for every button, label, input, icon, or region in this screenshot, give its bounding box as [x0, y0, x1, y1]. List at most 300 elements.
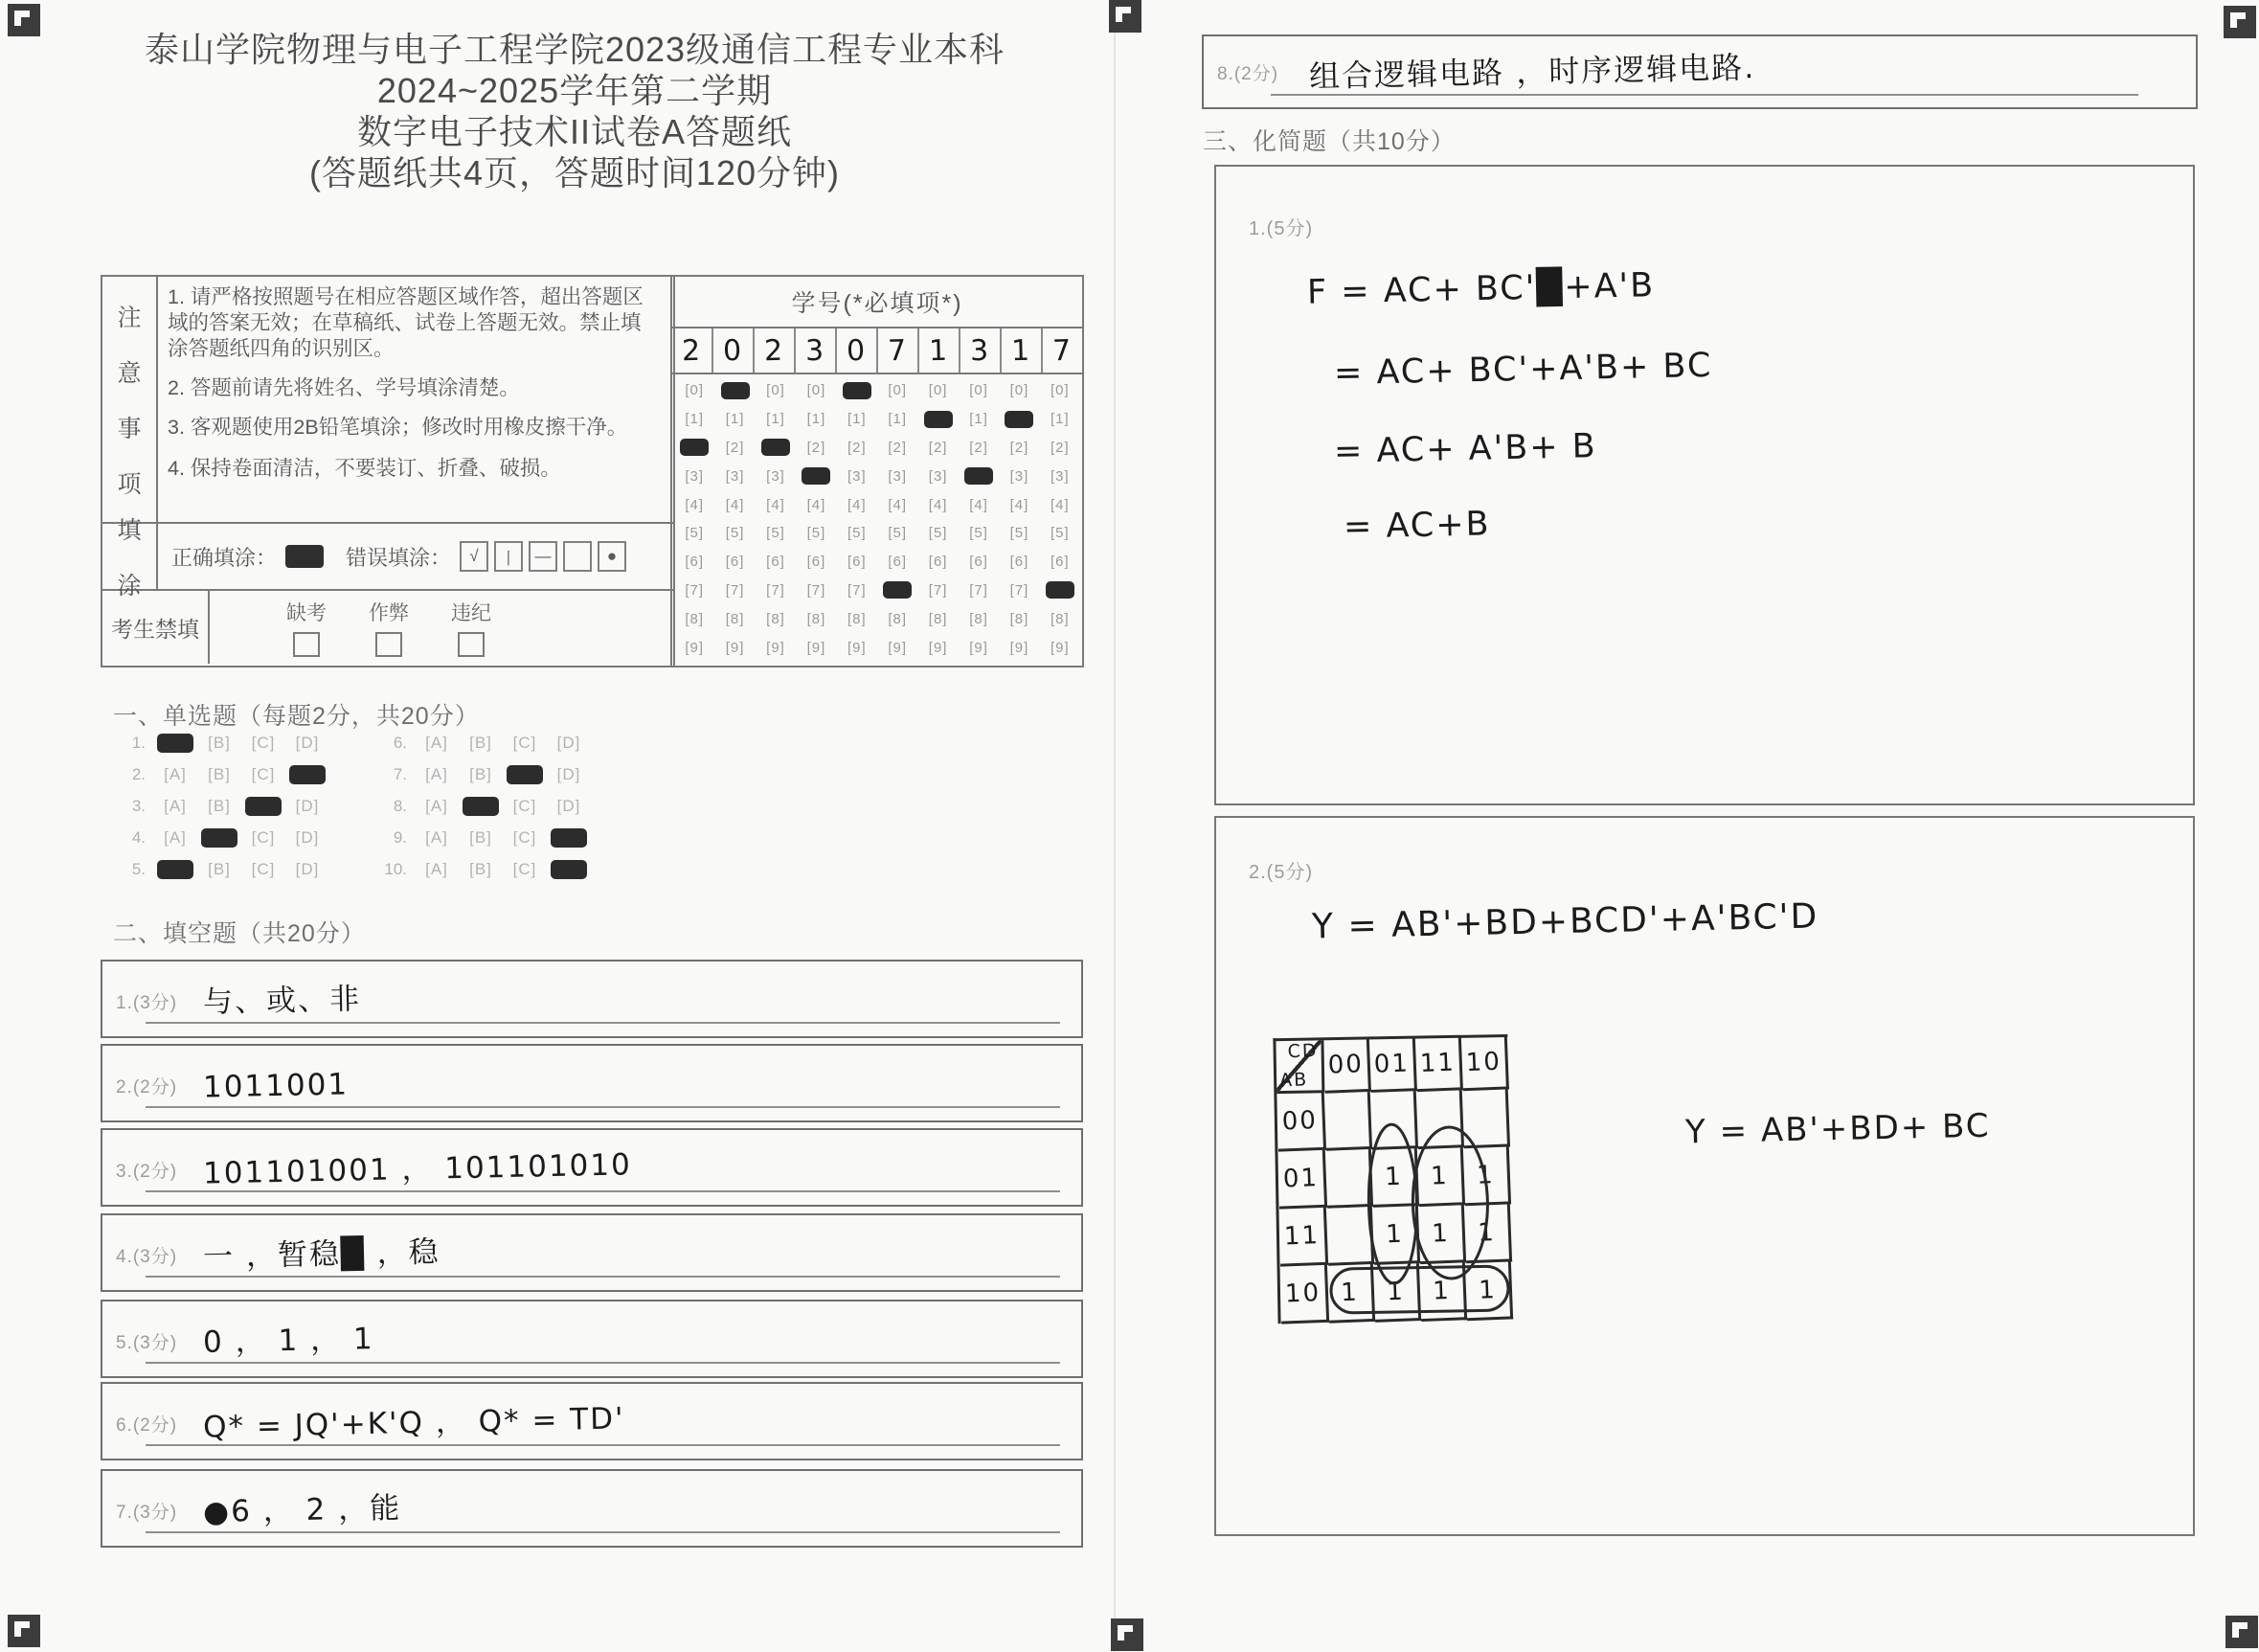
mc-answer-bubble[interactable]: [459, 797, 503, 816]
student-id-bubble-grid: [674, 376, 1080, 662]
mc-question-number: 7.: [393, 764, 407, 783]
kmap-row-header: 00: [1276, 1093, 1326, 1152]
mc-answer-bubble[interactable]: [D]: [556, 764, 581, 783]
id-bubble[interactable]: [8]: [969, 610, 988, 627]
id-bubble[interactable]: [9]: [806, 639, 826, 656]
id-bubble[interactable]: [9]: [725, 639, 745, 656]
id-bubble[interactable]: [9]: [888, 639, 908, 656]
notice-box: [101, 275, 675, 668]
mc-answer-bubble[interactable]: [B]: [208, 859, 231, 878]
mc-question-number: 1.: [131, 733, 146, 752]
blank-label: 2.(2分): [116, 1077, 178, 1098]
id-bubble[interactable]: [8]: [685, 610, 705, 627]
registration-marker: [1111, 1618, 1143, 1651]
mc-answer-bubble[interactable]: [B]: [469, 764, 492, 783]
id-bubble[interactable]: [4]: [1009, 496, 1029, 513]
blank-label: 6.(2分): [116, 1415, 178, 1436]
mc-answer-bubble[interactable]: [A]: [425, 796, 448, 815]
mc-answer-bubble[interactable]: [503, 765, 547, 784]
kmap-cell: 1: [1464, 1204, 1512, 1263]
id-bubble[interactable]: [8]: [725, 610, 745, 627]
id-bubble[interactable]: [8]: [766, 610, 785, 627]
notice-side-char: 项: [117, 471, 142, 498]
id-bubble[interactable]: [6]: [766, 554, 785, 571]
student-id-digits: [672, 328, 1082, 374]
handwritten-answer: 一 ，暂稳█ ，稳: [202, 1234, 441, 1275]
id-bubble[interactable]: [0]: [685, 382, 705, 399]
mc-answer-bubble[interactable]: [153, 734, 197, 753]
blank-label: 3.(2分): [116, 1162, 178, 1182]
q2-expression: Y = AB'+BD+BCD'+A'BC'D: [1311, 896, 1819, 947]
id-bubble[interactable]: [7]: [847, 581, 867, 599]
id-bubble[interactable]: [3]: [725, 467, 745, 485]
kmap-row-header: 01: [1277, 1150, 1327, 1210]
forbidden-row: [102, 591, 673, 664]
mc-answer-bubble[interactable]: [B]: [469, 827, 492, 847]
blank-label: 1.(3分): [116, 993, 178, 1013]
blank-box: [101, 1469, 1083, 1548]
blank-box: [101, 1044, 1083, 1122]
id-bubble[interactable]: [3]: [1050, 467, 1070, 485]
karnaugh-map: [1273, 1034, 1519, 1327]
notice-item: 1. 请严格按照题号在相应答题区域作答，超出答题区域的答案无效；在草稿纸、试卷上答题无效。禁止填涂答题纸四角的识别区。: [168, 285, 644, 360]
mc-question-number: 10.: [384, 859, 407, 878]
id-digit-cell: [837, 328, 878, 373]
id-bubble[interactable]: [6]: [806, 554, 826, 571]
id-bubble[interactable]: [1]: [847, 411, 867, 428]
id-digit-cell: [878, 328, 919, 373]
mc-answer-bubble[interactable]: [B]: [208, 796, 231, 815]
notice-item: 3. 客观题使用2B铅笔填涂；修改时用橡皮擦干净。: [168, 416, 628, 439]
answer-underline: [146, 1444, 1060, 1446]
id-bubble[interactable]: [4]: [928, 496, 948, 513]
blank-box-8: [1202, 34, 2198, 109]
id-bubble[interactable]: [6]: [685, 554, 705, 571]
id-bubble[interactable]: [5]: [725, 525, 745, 542]
forbidden-item-label: 作弊: [369, 602, 409, 624]
id-bubble[interactable]: [6]: [1009, 554, 1029, 571]
id-bubble[interactable]: [6]: [969, 554, 988, 571]
mc-answer-bubble[interactable]: [C]: [251, 764, 276, 783]
handwritten-digit: 1: [928, 333, 950, 368]
id-bubble[interactable]: [796, 462, 836, 490]
mc-answer-bubble[interactable]: [B]: [469, 859, 492, 878]
simplify-q1-box: [1214, 165, 2195, 805]
registration-marker: [1109, 0, 1141, 33]
mc-answer-bubble[interactable]: [C]: [251, 733, 276, 752]
id-bubble[interactable]: [5]: [1050, 525, 1070, 542]
id-bubble[interactable]: [4]: [847, 496, 867, 513]
mc-answer-bubble[interactable]: [C]: [251, 859, 276, 878]
id-bubble[interactable]: [8]: [888, 610, 908, 627]
id-bubble[interactable]: [837, 376, 877, 405]
handwritten-digit: 0: [722, 333, 744, 368]
derivation-line: = AC+ BC'+A'B+ BC: [1333, 346, 1713, 394]
derivation-line: = AC+B: [1343, 505, 1491, 547]
mc-answer-bubble[interactable]: [197, 828, 241, 848]
registration-marker: [2225, 1616, 2258, 1648]
id-digit-cell: [1002, 328, 1043, 373]
mc-answer-bubble[interactable]: [A]: [425, 764, 448, 783]
mc-question-row: [378, 859, 591, 879]
id-digit-cell: [755, 328, 796, 373]
mc-column-left: [117, 733, 329, 891]
handwritten-digit: 0: [846, 333, 868, 368]
id-bubble-row: [674, 405, 1080, 434]
id-bubble[interactable]: [1040, 577, 1080, 605]
wrong-fill-example-box: [563, 541, 592, 572]
mc-answer-bubble[interactable]: [D]: [295, 733, 320, 752]
mc-answer-bubble[interactable]: [285, 765, 329, 784]
id-bubble[interactable]: [8]: [1050, 610, 1070, 627]
blank-box: [101, 1300, 1083, 1378]
id-bubble[interactable]: [2]: [1009, 439, 1029, 456]
id-bubble[interactable]: [4]: [685, 496, 705, 513]
filled-bubble: [802, 467, 830, 485]
correct-fill-example: [285, 545, 324, 568]
kmap-cell: 1: [1371, 1148, 1419, 1208]
title-line-3: 数字电子技术II试卷A答题纸: [356, 112, 793, 151]
kmap-col-header: 10: [1461, 1036, 1509, 1091]
mc-answer-bubble[interactable]: [153, 860, 197, 879]
id-bubble[interactable]: [0]: [888, 382, 908, 399]
filled-bubble: [201, 828, 237, 848]
id-bubble[interactable]: [8]: [1009, 610, 1029, 627]
id-bubble[interactable]: [0]: [1050, 382, 1070, 399]
notice-side-label: [102, 277, 158, 522]
blanks-section-heading: 二、填空题（共20分）: [113, 920, 366, 947]
handwritten-answer: 与、或、非: [202, 982, 362, 1020]
mc-answer-bubble[interactable]: [C]: [512, 733, 537, 752]
filled-bubble: [1005, 411, 1033, 428]
id-bubble-row: [674, 577, 1080, 605]
handwritten-digit: 3: [804, 333, 826, 368]
fill-row-side-char: 涂: [117, 573, 142, 600]
kmap-corner-top-label: CD: [1287, 1040, 1320, 1063]
kmap-cell: 1: [1418, 1205, 1466, 1264]
handwritten-digit: 2: [681, 333, 703, 368]
id-bubble[interactable]: [2]: [847, 439, 867, 456]
id-bubble-row: [674, 633, 1080, 662]
correct-fill-label: 正确填涂：: [171, 545, 278, 570]
id-bubble[interactable]: [6]: [928, 554, 948, 571]
mc-question-row: [378, 827, 591, 848]
id-bubble[interactable]: [4]: [725, 496, 745, 513]
id-bubble[interactable]: [7]: [685, 581, 705, 599]
handwritten-answer: 101101001 ， 101101010: [202, 1147, 633, 1191]
kmap-cell: 1: [1465, 1261, 1513, 1321]
handwritten-answer: ●6 ， 2 ，能: [202, 1490, 402, 1530]
kmap-cell: 1: [1463, 1146, 1511, 1206]
id-bubble[interactable]: [7]: [766, 581, 785, 599]
mc-question-row: [117, 764, 329, 784]
filled-bubble: [507, 765, 543, 784]
id-bubble[interactable]: [1]: [969, 411, 988, 428]
mc-answer-bubble[interactable]: [241, 797, 285, 816]
id-bubble[interactable]: [5]: [1009, 525, 1029, 542]
registration-marker: [8, 1615, 40, 1647]
id-bubble[interactable]: [4]: [888, 496, 908, 513]
id-bubble[interactable]: [959, 462, 999, 490]
id-digit-cell: [1043, 328, 1082, 373]
id-bubble[interactable]: [714, 376, 755, 405]
filled-bubble: [157, 860, 193, 879]
id-bubble[interactable]: [9]: [847, 639, 867, 656]
filled-bubble: [761, 439, 790, 456]
answer-underline: [146, 1190, 1060, 1192]
id-bubble[interactable]: [5]: [685, 525, 705, 542]
mc-answer-bubble[interactable]: [D]: [295, 796, 320, 815]
id-bubble[interactable]: [1]: [888, 411, 908, 428]
filled-bubble: [245, 797, 282, 816]
mc-section-heading: 一、单选题（每题2分，共20分）: [113, 703, 480, 730]
id-bubble[interactable]: [9]: [969, 639, 988, 656]
mc-answer-bubble[interactable]: [D]: [295, 827, 320, 847]
exam-title-block: [124, 29, 1025, 193]
kmap-group-ovals: [1273, 1034, 1519, 1327]
handwritten-digit: 7: [1051, 333, 1073, 368]
id-bubble-row: [674, 490, 1080, 519]
fill-row-side-label: [102, 517, 158, 600]
forbidden-item: [369, 598, 409, 657]
handwritten-digit: 1: [1010, 333, 1032, 368]
blank-box: [101, 960, 1083, 1038]
id-bubble[interactable]: [0]: [969, 382, 988, 399]
id-bubble[interactable]: [9]: [928, 639, 948, 656]
id-bubble-row: [674, 604, 1080, 633]
blank-box: [101, 1382, 1083, 1460]
id-bubble[interactable]: [756, 434, 796, 463]
mc-question-number: 4.: [131, 827, 146, 847]
mc-question-row: [117, 827, 329, 848]
kmap-cell: 1: [1417, 1147, 1465, 1207]
mc-answer-bubble[interactable]: [D]: [556, 733, 581, 752]
id-bubble[interactable]: [5]: [766, 525, 785, 542]
mc-answer-bubble[interactable]: [C]: [251, 827, 276, 847]
kmap-row-header: 11: [1278, 1208, 1328, 1267]
id-bubble[interactable]: [0]: [766, 382, 785, 399]
id-bubble[interactable]: [3]: [685, 467, 705, 485]
id-bubble[interactable]: [5]: [847, 525, 867, 542]
id-bubble[interactable]: [9]: [1009, 639, 1029, 656]
blank-label: 5.(3分): [116, 1333, 178, 1353]
id-bubble[interactable]: [3]: [928, 467, 948, 485]
id-bubble[interactable]: [6]: [725, 554, 745, 571]
forbidden-checkbox[interactable]: [375, 632, 402, 657]
id-bubble[interactable]: [0]: [1009, 382, 1029, 399]
id-bubble[interactable]: [5]: [806, 525, 826, 542]
id-bubble[interactable]: [3]: [847, 467, 867, 485]
blank-label: 7.(3分): [116, 1503, 178, 1523]
student-id-box: [670, 275, 1084, 668]
wrong-fill-examples: [460, 541, 626, 572]
id-bubble[interactable]: [674, 434, 714, 463]
mc-question-row: [117, 796, 329, 816]
id-bubble[interactable]: [5]: [888, 525, 908, 542]
mc-answer-bubble[interactable]: [A]: [164, 796, 187, 815]
id-bubble[interactable]: [2]: [888, 439, 908, 456]
mc-answer-bubble[interactable]: [547, 828, 591, 848]
handwritten-answer: 0 ， 1 ， 1: [202, 1322, 375, 1360]
filled-bubble: [843, 382, 871, 399]
mc-answer-bubble[interactable]: [D]: [556, 796, 581, 815]
notice-items-row: [102, 277, 673, 524]
mc-answer-bubble[interactable]: [547, 860, 591, 879]
id-bubble[interactable]: [7]: [725, 581, 745, 599]
id-bubble[interactable]: [3]: [888, 467, 908, 485]
answer-underline: [146, 1022, 1060, 1024]
id-bubble[interactable]: [2]: [969, 439, 988, 456]
q1-label: 1.(5分): [1249, 218, 1314, 239]
fill-row-side-char: 填: [117, 517, 142, 544]
forbidden-item-label: 缺考: [286, 602, 327, 624]
id-bubble[interactable]: [9]: [685, 639, 705, 656]
page-fold-divider: [1114, 0, 1116, 1652]
forbidden-checkbox[interactable]: [293, 632, 320, 657]
mc-answer-bubble[interactable]: [A]: [425, 859, 448, 878]
filled-bubble: [721, 382, 750, 399]
mc-question-number: 8.: [393, 796, 407, 815]
kmap-cell: 1: [1372, 1206, 1420, 1265]
id-bubble-row: [674, 376, 1080, 405]
notice-side-char: 注: [117, 305, 142, 331]
title-line-2: 2024~2025学年第二学期: [376, 71, 773, 110]
registration-marker: [2224, 6, 2256, 38]
id-bubble[interactable]: [3]: [1009, 467, 1029, 485]
id-bubble[interactable]: [4]: [806, 496, 826, 513]
handwritten-digit: 7: [887, 333, 909, 368]
mc-question-row: [378, 796, 591, 816]
id-bubble[interactable]: [877, 577, 917, 605]
id-bubble[interactable]: [999, 405, 1039, 434]
handwritten-answer: 组合逻辑电路 ，时序逻辑电路.: [1308, 49, 1756, 95]
blank-box: [101, 1128, 1083, 1207]
id-bubble[interactable]: [5]: [928, 525, 948, 542]
id-bubble[interactable]: [2]: [725, 439, 745, 456]
id-bubble[interactable]: [8]: [928, 610, 948, 627]
id-bubble[interactable]: [2]: [928, 439, 948, 456]
id-bubble[interactable]: [4]: [1050, 496, 1070, 513]
answer-underline: [146, 1531, 1060, 1533]
mc-answer-bubble[interactable]: [A]: [164, 827, 187, 847]
mc-answer-bubble[interactable]: [C]: [512, 859, 537, 878]
wrong-fill-example-box: 丨: [494, 541, 523, 572]
mc-question-number: 5.: [131, 859, 146, 878]
mc-answer-bubble[interactable]: [A]: [425, 733, 448, 752]
mc-question-row: [117, 733, 329, 753]
id-bubble-row: [674, 462, 1080, 490]
id-bubble[interactable]: [1]: [806, 411, 826, 428]
id-bubble[interactable]: [6]: [888, 554, 908, 571]
handwritten-answer: Q* = JQ'+K'Q ， Q* = TD': [202, 1401, 625, 1445]
q2-label: 2.(5分): [1249, 862, 1314, 883]
id-bubble[interactable]: [1]: [766, 411, 785, 428]
mc-question-number: 6.: [393, 733, 407, 752]
mc-answer-bubble[interactable]: [D]: [295, 859, 320, 878]
forbidden-label: 考生禁填: [102, 591, 210, 664]
fill-demo: [158, 524, 667, 589]
filled-bubble: [463, 797, 499, 816]
id-bubble[interactable]: [7]: [1009, 581, 1029, 599]
id-bubble[interactable]: [7]: [928, 581, 948, 599]
mc-question-row: [378, 764, 591, 784]
id-digit-cell: [672, 328, 713, 373]
notice-items: [158, 277, 667, 482]
id-bubble[interactable]: [3]: [766, 467, 785, 485]
simplify-section-heading: 三、化简题（共10分）: [1203, 128, 1456, 155]
wrong-fill-example-box: √: [460, 541, 488, 572]
filled-bubble: [924, 411, 953, 428]
id-bubble[interactable]: [1]: [1050, 411, 1070, 428]
id-digit-cell: [713, 328, 755, 373]
id-bubble[interactable]: [6]: [847, 554, 867, 571]
blank-box: [101, 1213, 1083, 1292]
id-bubble[interactable]: [1]: [725, 411, 745, 428]
mc-question-row: [117, 859, 329, 879]
id-bubble[interactable]: [1]: [685, 411, 705, 428]
id-bubble[interactable]: [5]: [969, 525, 988, 542]
filled-bubble: [1046, 581, 1074, 599]
notice-item: 2. 答题前请先将姓名、学号填涂清楚。: [168, 376, 520, 399]
handwritten-digit: 3: [969, 333, 991, 368]
mc-answer-bubble[interactable]: [B]: [208, 764, 231, 783]
id-bubble[interactable]: [0]: [806, 382, 826, 399]
mc-question-number: 2.: [131, 764, 146, 783]
id-bubble[interactable]: [2]: [806, 439, 826, 456]
title-line-1: 泰山学院物理与电子工程学院2023级通信工程专业本科: [144, 30, 1005, 69]
id-digit-cell: [960, 328, 1002, 373]
wrong-fill-example-box: ●: [598, 541, 626, 572]
handwritten-answer: 1011001: [202, 1067, 350, 1105]
notice-side-char: 意: [117, 360, 142, 387]
mc-answer-bubble[interactable]: [B]: [208, 733, 231, 752]
mc-answer-bubble[interactable]: [B]: [469, 733, 492, 752]
id-bubble[interactable]: [9]: [766, 639, 785, 656]
id-bubble[interactable]: [8]: [847, 610, 867, 627]
mc-answer-bubble[interactable]: [C]: [512, 827, 537, 847]
id-digit-cell: [796, 328, 837, 373]
mc-question-number: 9.: [393, 827, 407, 847]
mc-answer-bubble[interactable]: [C]: [512, 796, 537, 815]
forbidden-item-label: 违纪: [451, 602, 491, 624]
registration-marker: [8, 4, 40, 36]
id-bubble[interactable]: [7]: [806, 581, 826, 599]
wrong-fill-label: 错误填涂：: [346, 545, 452, 570]
mc-answer-bubble[interactable]: [A]: [164, 764, 187, 783]
id-bubble[interactable]: [0]: [928, 382, 948, 399]
id-bubble[interactable]: [2]: [1050, 439, 1070, 456]
forbidden-checkboxes: [210, 591, 673, 664]
id-digit-cell: [919, 328, 960, 373]
kmap-cell: 1: [1373, 1263, 1421, 1323]
mc-answer-bubble[interactable]: [A]: [425, 827, 448, 847]
filled-bubble: [551, 828, 587, 848]
filled-bubble: [551, 860, 587, 879]
student-id-header: 学号(*必填项*): [672, 277, 1082, 328]
forbidden-checkbox[interactable]: [458, 632, 485, 657]
notice-side-char: 事: [117, 416, 142, 442]
id-bubble[interactable]: [6]: [1050, 554, 1070, 571]
id-bubble[interactable]: [4]: [766, 496, 785, 513]
id-bubble[interactable]: [9]: [1050, 639, 1070, 656]
kmap-col-header: 11: [1415, 1037, 1463, 1092]
kmap-col-header: 01: [1369, 1038, 1417, 1093]
simplify-q2-box: [1214, 816, 2195, 1536]
id-bubble[interactable]: [4]: [969, 496, 988, 513]
id-bubble[interactable]: [8]: [806, 610, 826, 627]
id-bubble[interactable]: [7]: [969, 581, 988, 599]
id-bubble[interactable]: [917, 405, 958, 434]
